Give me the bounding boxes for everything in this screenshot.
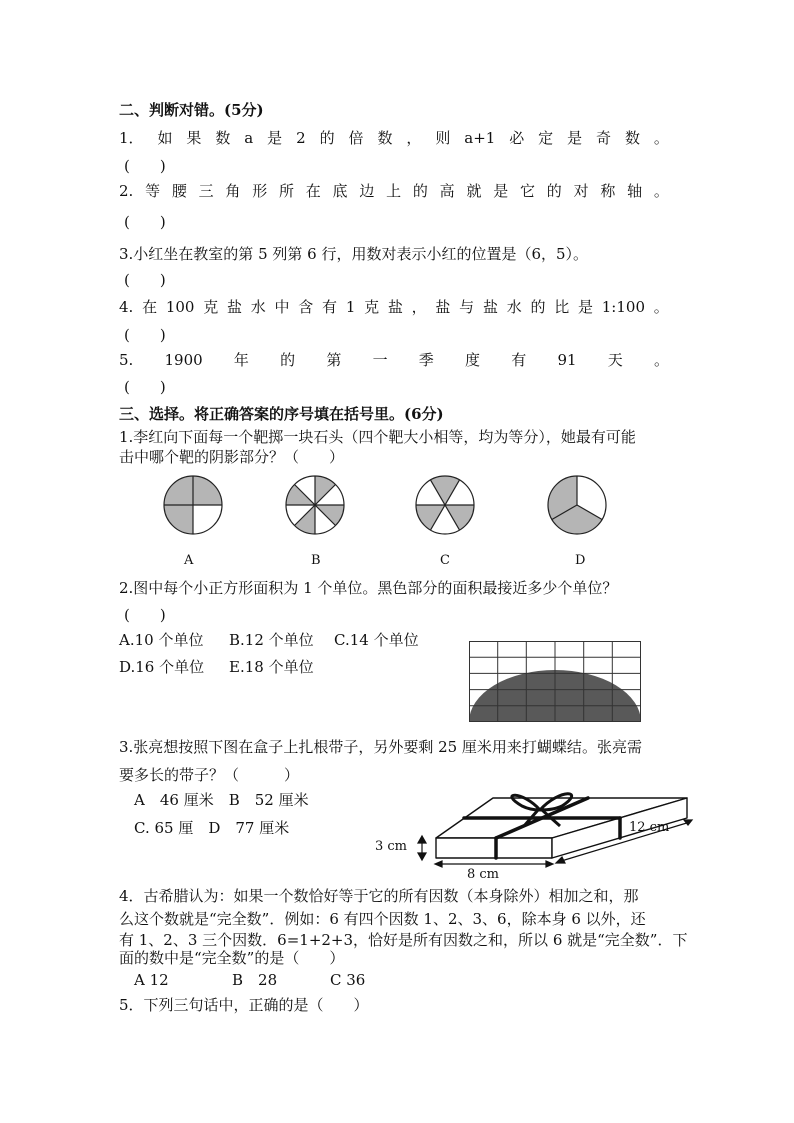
box-length-label: 12 cm [629, 820, 670, 835]
q1-line1: 1.李红向下面每一个靶掷一块石头（四个靶大小相等，均为等分），她最有可能 [119, 428, 636, 446]
judge-item-1-char: 倍 [348, 129, 364, 147]
judge-item-2-char: 边 [359, 182, 375, 200]
target-d-thirds-figure [546, 474, 608, 536]
judge-item-1-char: 。 [653, 129, 669, 147]
judge-item-5-char: 第 [326, 351, 342, 369]
judge-item-4-char: 水 [506, 298, 522, 316]
judge-item-2-char: 它 [520, 182, 536, 200]
judge-item-1-char: 奇 [596, 129, 612, 147]
q2-text: 2.图中每个小正方形面积为 1 个单位。黑色部分的面积最接近多少个单位？ [119, 579, 618, 597]
judge-item-2-char: 所 [278, 182, 294, 200]
judge-item-4-char: 在 [142, 298, 158, 316]
judge-item-2-char: 就 [466, 182, 482, 200]
judge-item-4-char: 1:100 [601, 298, 645, 316]
judge-item-2-char: 的 [546, 182, 562, 200]
judge-item-5-char: 。 [653, 351, 669, 369]
target-label-a: A [184, 553, 194, 568]
judge-item-4-char: 4. [119, 298, 134, 316]
grid-semicircle-figure [469, 641, 642, 723]
q4-option-b[interactable]: B 28 [232, 971, 278, 989]
judge-answer-paren-1[interactable]: ( ) [124, 157, 166, 175]
judge-item-5-char: 5. [119, 351, 134, 369]
q4-line1: 4．古希腊认为：如果一个数恰好等于它的所有因数（本身除外）相加之和，那 [119, 887, 639, 905]
judge-item-5-char: 1900 [164, 351, 203, 369]
q5-text: 5．下列三句话中，正确的是（ ） [119, 996, 369, 1014]
judge-answer-paren-5[interactable]: ( ) [124, 378, 166, 396]
judge-item-1 [119, 128, 669, 148]
target-c-sixths-figure [414, 474, 476, 536]
judge-item-1-char: 数 [215, 129, 231, 147]
judge-answer-paren-4[interactable]: ( ) [124, 326, 166, 344]
judge-item-4-char: 与 [459, 298, 475, 316]
judge-item-4-char: 100 [165, 298, 195, 316]
judge-item-1-char: 必 [509, 129, 525, 147]
target-a-quarters-figure [162, 474, 224, 536]
judge-item-4-char: ， [411, 298, 427, 316]
judge-item-2-char: 2. [119, 182, 134, 200]
judge-item-5-char: 季 [418, 351, 434, 369]
judge-item-4-char: 比 [554, 298, 570, 316]
judge-item-4-char: 盐 [226, 298, 242, 316]
judge-item-1-char: 则 [435, 129, 451, 147]
q3-options-row1[interactable]: A 46 厘米 B 52 厘米 [134, 791, 309, 809]
judge-item-1-char: 数 [377, 129, 393, 147]
judge-answer-paren-3[interactable]: ( ) [124, 271, 166, 289]
judge-item-2-char: 的 [412, 182, 428, 200]
judge-item-1-char: a+1 [464, 129, 496, 147]
judge-item-2-char: 轴 [627, 182, 643, 200]
judge-item-2-char: 称 [600, 182, 616, 200]
target-b-eighths-figure [284, 474, 346, 536]
judge-item-5-char: 91 [557, 351, 577, 369]
judge-item-4-char: 克 [364, 298, 380, 316]
judge-answer-paren-2[interactable]: ( ) [124, 213, 166, 231]
judge-item-5-char: 的 [280, 351, 296, 369]
judge-item-1-char: 1． [119, 129, 144, 147]
judge-item-1-char: a [244, 129, 254, 147]
judge-item-2 [119, 181, 669, 201]
judge-item-4-char: 。 [653, 298, 669, 316]
q1-line2: 击中哪个靶的阴影部分？（ ） [119, 448, 345, 466]
judge-item-4-char: 含 [298, 298, 314, 316]
judge-item-2-char: 上 [386, 182, 402, 200]
judge-item-4-char: 克 [203, 298, 219, 316]
judge-item-2-char: 底 [332, 182, 348, 200]
judge-item-1-char: 果 [186, 129, 202, 147]
judge-item-4-char: 有 [322, 298, 338, 316]
judge-item-1-char: 数 [624, 129, 640, 147]
judge-item-4-char: 盐 [387, 298, 403, 316]
q2-option-d[interactable]: D.16 个单位 [119, 658, 205, 676]
judge-item-2-char: 是 [493, 182, 509, 200]
judge-item-4-char: 1 [345, 298, 356, 316]
q4-option-c[interactable]: C 36 [330, 971, 366, 989]
q2-answer-paren[interactable]: ( ) [124, 606, 166, 624]
judge-item-5-char: 度 [465, 351, 481, 369]
judge-item-1-char: 的 [319, 129, 335, 147]
judge-item-4-char: 的 [530, 298, 546, 316]
judge-item-1-char: 是 [567, 129, 583, 147]
box-height-label: 3 cm [375, 839, 408, 854]
judge-item-5-char: 年 [233, 351, 249, 369]
judge-item-1-char: 如 [157, 129, 173, 147]
judge-item-2-char: 在 [305, 182, 321, 200]
q3-line1: 3.张亮想按照下图在盒子上扎根带子，另外要剩 25 厘米用来打蝴蝶结。张亮需 [119, 738, 642, 756]
q2-option-e[interactable]: E.18 个单位 [229, 658, 314, 676]
section3-heading: 三、选择。将正确答案的序号填在括号里。(6分) [119, 405, 444, 423]
judge-item-5-char: 有 [511, 351, 527, 369]
section2-heading: 二、判断对错。(5分) [119, 101, 264, 119]
q4-line2: 么这个数就是“完全数”．例如：6 有四个因数 1、2、3、6，除本身 6 以外，还 [119, 910, 646, 928]
judge-item-5 [119, 350, 669, 370]
judge-item-2-char: 对 [573, 182, 589, 200]
judge-item-4-char: 是 [578, 298, 594, 316]
judge-item-2-char: 高 [439, 182, 455, 200]
q3-options-row2[interactable]: C. 65 厘 D 77 厘米 [134, 819, 290, 837]
judge-item-4-char: 中 [274, 298, 290, 316]
judge-item-2-char: 腰 [171, 182, 187, 200]
q4-line4: 面的数中是“完全数”的是（ ） [119, 949, 345, 967]
judge-item-2-char: 形 [252, 182, 268, 200]
target-label-b: B [311, 553, 321, 568]
judge-item-1-char: 是 [267, 129, 283, 147]
box-width-label: 8 cm [467, 867, 500, 882]
q4-option-a[interactable]: A 12 [134, 971, 169, 989]
judge-item-2-char: 。 [653, 182, 669, 200]
judge-item-5-char: 天 [607, 351, 623, 369]
judge-item-2-char: 三 [198, 182, 214, 200]
judge-item-3: 3.小红坐在教室的第 5 列第 6 行，用数对表示小红的位置是（6，5）。 [119, 245, 589, 263]
q2-option-c[interactable]: C.14 个单位 [334, 631, 419, 649]
judge-item-4-char: 水 [250, 298, 266, 316]
judge-item-1-char: ， [406, 129, 422, 147]
judge-item-2-char: 角 [225, 182, 241, 200]
q2-option-a[interactable]: A.10 个单位 [119, 631, 204, 649]
judge-item-1-char: 定 [538, 129, 554, 147]
judge-item-5-char: 一 [372, 351, 388, 369]
judge-item-4-char: 盐 [482, 298, 498, 316]
q4-line3: 有 1、2、3 三个因数．6=1+2+3，恰好是所有因数之和，所以 6 就是“完全数”．下 [119, 931, 688, 949]
judge-item-2-char: 等 [145, 182, 161, 200]
target-label-c: C [440, 553, 450, 568]
q3-line2: 要多长的带子？（ ） [119, 766, 300, 784]
q2-option-b[interactable]: B.12 个单位 [229, 631, 314, 649]
judge-item-4-char: 盐 [435, 298, 451, 316]
target-label-d: D [575, 553, 586, 568]
judge-item-1-char: 2 [296, 129, 306, 147]
judge-item-4 [119, 297, 669, 317]
